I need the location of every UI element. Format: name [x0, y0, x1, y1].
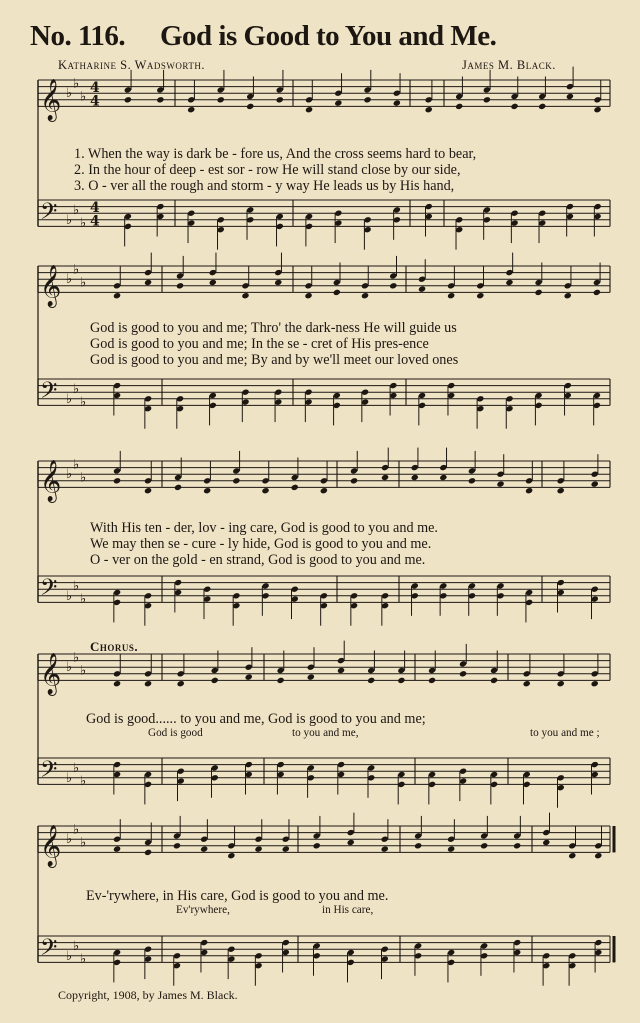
- notehead: [393, 99, 401, 106]
- notehead: [364, 96, 372, 103]
- flat-sign: ♭: [66, 948, 73, 964]
- lyric-line: God is good to you and me; Thro' the dark-ness He will guide us: [90, 320, 457, 336]
- notehead: [535, 289, 543, 296]
- notehead: [447, 292, 455, 299]
- notehead: [480, 842, 488, 849]
- flat-sign: ♭: [73, 938, 80, 954]
- notehead: [542, 839, 550, 846]
- flat-sign: ♭: [73, 578, 80, 594]
- notehead: [564, 292, 572, 299]
- treble-clef: 𝄞: [40, 79, 62, 121]
- notehead: [144, 279, 152, 286]
- notehead: [381, 474, 389, 481]
- notehead: [476, 292, 484, 299]
- notehead: [291, 484, 299, 491]
- flat-sign: ♭: [80, 216, 87, 232]
- lyric-line: 3. O - ver all the rough and storm - y way He leads us by His hand,: [74, 178, 455, 194]
- notehead: [113, 292, 121, 299]
- notehead: [276, 96, 284, 103]
- bass-clef: 𝄢: [40, 377, 58, 409]
- flat-sign: ♭: [80, 774, 87, 790]
- flat-sign: ♭: [73, 202, 80, 218]
- notehead: [187, 106, 195, 113]
- flat-sign: ♭: [66, 212, 73, 228]
- flat-sign: ♭: [66, 272, 73, 288]
- notehead: [337, 667, 345, 674]
- time-signature: 4: [90, 93, 100, 110]
- notehead: [200, 845, 208, 852]
- echo-lyric: to you and me,: [292, 727, 359, 739]
- notehead: [459, 670, 467, 677]
- notehead: [245, 673, 253, 680]
- lyric-line: God is good...... to you and me, God is good to you and me;: [86, 711, 426, 727]
- notehead: [350, 477, 358, 484]
- flat-sign: ♭: [80, 592, 87, 608]
- notehead: [525, 487, 533, 494]
- notehead: [468, 477, 476, 484]
- notehead: [305, 106, 313, 113]
- flat-sign: ♭: [73, 76, 80, 92]
- notehead: [513, 842, 521, 849]
- lyric-line: 1. When the way is dark be - fore us, And the cross seems hard to bear,: [74, 146, 477, 162]
- notehead: [176, 282, 184, 289]
- notehead: [144, 487, 152, 494]
- notehead: [591, 480, 599, 487]
- notehead: [389, 282, 397, 289]
- notehead: [483, 96, 491, 103]
- copyright-notice: Copyright, 1908, by James M. Black.: [58, 988, 238, 1002]
- flat-sign: ♭: [80, 89, 87, 105]
- flat-sign: ♭: [66, 467, 73, 483]
- flat-sign: ♭: [80, 952, 87, 968]
- notehead: [425, 106, 433, 113]
- bass-clef: 𝄢: [40, 934, 58, 966]
- time-signature: 4: [90, 213, 100, 230]
- lyric-line: God is good to you and me; By and by we'll meet our loved ones: [90, 352, 459, 368]
- notehead: [144, 680, 152, 687]
- flat-sign: ♭: [66, 832, 73, 848]
- notehead: [591, 680, 599, 687]
- composer-credit: James M. Black.: [462, 58, 556, 72]
- notehead: [397, 677, 405, 684]
- notehead: [566, 93, 574, 100]
- time-signature: 4: [90, 200, 100, 217]
- echo-lyric: God is good: [148, 727, 203, 739]
- notehead: [307, 673, 315, 680]
- flat-sign: ♭: [80, 470, 87, 486]
- notehead: [246, 103, 254, 110]
- notehead: [261, 487, 269, 494]
- notehead: [217, 96, 225, 103]
- notehead: [439, 474, 447, 481]
- lyric-line: God is good to you and me; In the se - cret of His pres-ence: [90, 336, 429, 352]
- hymn-title: God is Good to You and Me.: [160, 20, 497, 52]
- flat-sign: ♭: [80, 275, 87, 291]
- flat-sign: ♭: [80, 395, 87, 411]
- flat-sign: ♭: [66, 86, 73, 102]
- flat-sign: ♭: [73, 760, 80, 776]
- notehead: [568, 852, 576, 859]
- notehead: [490, 677, 498, 684]
- notehead: [156, 96, 164, 103]
- notehead: [333, 289, 341, 296]
- treble-clef: 𝄞: [40, 460, 62, 502]
- notehead: [496, 480, 504, 487]
- notehead: [557, 487, 565, 494]
- echo-lyric: in His care,: [322, 904, 374, 916]
- notehead: [361, 292, 369, 299]
- flat-sign: ♭: [66, 391, 73, 407]
- notehead: [593, 289, 601, 296]
- flat-sign: ♭: [73, 262, 80, 278]
- notehead: [304, 292, 312, 299]
- flat-sign: ♭: [73, 650, 80, 666]
- notehead: [241, 292, 249, 299]
- notehead: [418, 285, 426, 292]
- notehead: [209, 279, 217, 286]
- notehead: [411, 474, 419, 481]
- treble-clef: 𝄞: [40, 653, 62, 695]
- notehead: [313, 842, 321, 849]
- bass-clef: 𝄢: [40, 198, 58, 230]
- notehead: [203, 487, 211, 494]
- notehead: [113, 845, 121, 852]
- notehead: [173, 842, 181, 849]
- notehead: [144, 849, 152, 856]
- bass-clef: 𝄢: [40, 574, 58, 606]
- notehead: [428, 677, 436, 684]
- notehead: [538, 103, 546, 110]
- notehead: [274, 279, 282, 286]
- notehead: [277, 677, 285, 684]
- notehead: [593, 106, 601, 113]
- notehead: [177, 680, 185, 687]
- notehead: [510, 103, 518, 110]
- notehead: [232, 477, 240, 484]
- echo-lyric: to you and me ;: [530, 727, 600, 739]
- notehead: [455, 103, 463, 110]
- notehead: [113, 680, 121, 687]
- flat-sign: ♭: [80, 663, 87, 679]
- lyric-line: O - ver on the gold - en strand, God is good to you and me.: [90, 552, 426, 568]
- notehead: [414, 842, 422, 849]
- lyric-line: Ev-'rywhere, in His care, God is good to you and me.: [86, 888, 389, 904]
- notehead: [347, 839, 355, 846]
- notehead: [594, 852, 602, 859]
- flat-sign: ♭: [73, 457, 80, 473]
- notehead: [381, 845, 389, 852]
- notehead: [523, 680, 531, 687]
- flat-sign: ♭: [66, 770, 73, 786]
- bass-clef: 𝄢: [40, 756, 58, 788]
- treble-clef: 𝄞: [40, 825, 62, 867]
- lyric-line: With His ten - der, lov - ing care, God is good to you and me.: [90, 520, 438, 536]
- notehead: [557, 680, 565, 687]
- notehead: [227, 852, 235, 859]
- lyric-line: 2. In the hour of deep - est sor - row He will stand close by our side,: [74, 162, 461, 178]
- lyricist-credit: Katharine S. Wadsworth.: [58, 58, 206, 72]
- notehead: [505, 279, 513, 286]
- notehead: [124, 96, 132, 103]
- flat-sign: ♭: [66, 660, 73, 676]
- chorus-label: Chorus.: [90, 639, 139, 654]
- notehead: [282, 845, 290, 852]
- notehead: [447, 845, 455, 852]
- echo-lyric: Ev'rywhere,: [176, 904, 230, 916]
- flat-sign: ♭: [80, 835, 87, 851]
- treble-clef: 𝄞: [40, 265, 62, 307]
- notehead: [367, 677, 375, 684]
- hymn-number: No. 116.: [30, 20, 126, 52]
- notehead: [211, 677, 219, 684]
- flat-sign: ♭: [73, 381, 80, 397]
- flat-sign: ♭: [66, 588, 73, 604]
- notehead: [334, 99, 342, 106]
- notehead: [320, 487, 328, 494]
- notehead: [254, 845, 262, 852]
- lyric-line: We may then se - cure - ly hide, God is good to you and me.: [90, 536, 432, 552]
- notehead: [113, 477, 121, 484]
- time-signature: 4: [90, 80, 100, 97]
- notehead: [174, 484, 182, 491]
- flat-sign: ♭: [73, 822, 80, 838]
